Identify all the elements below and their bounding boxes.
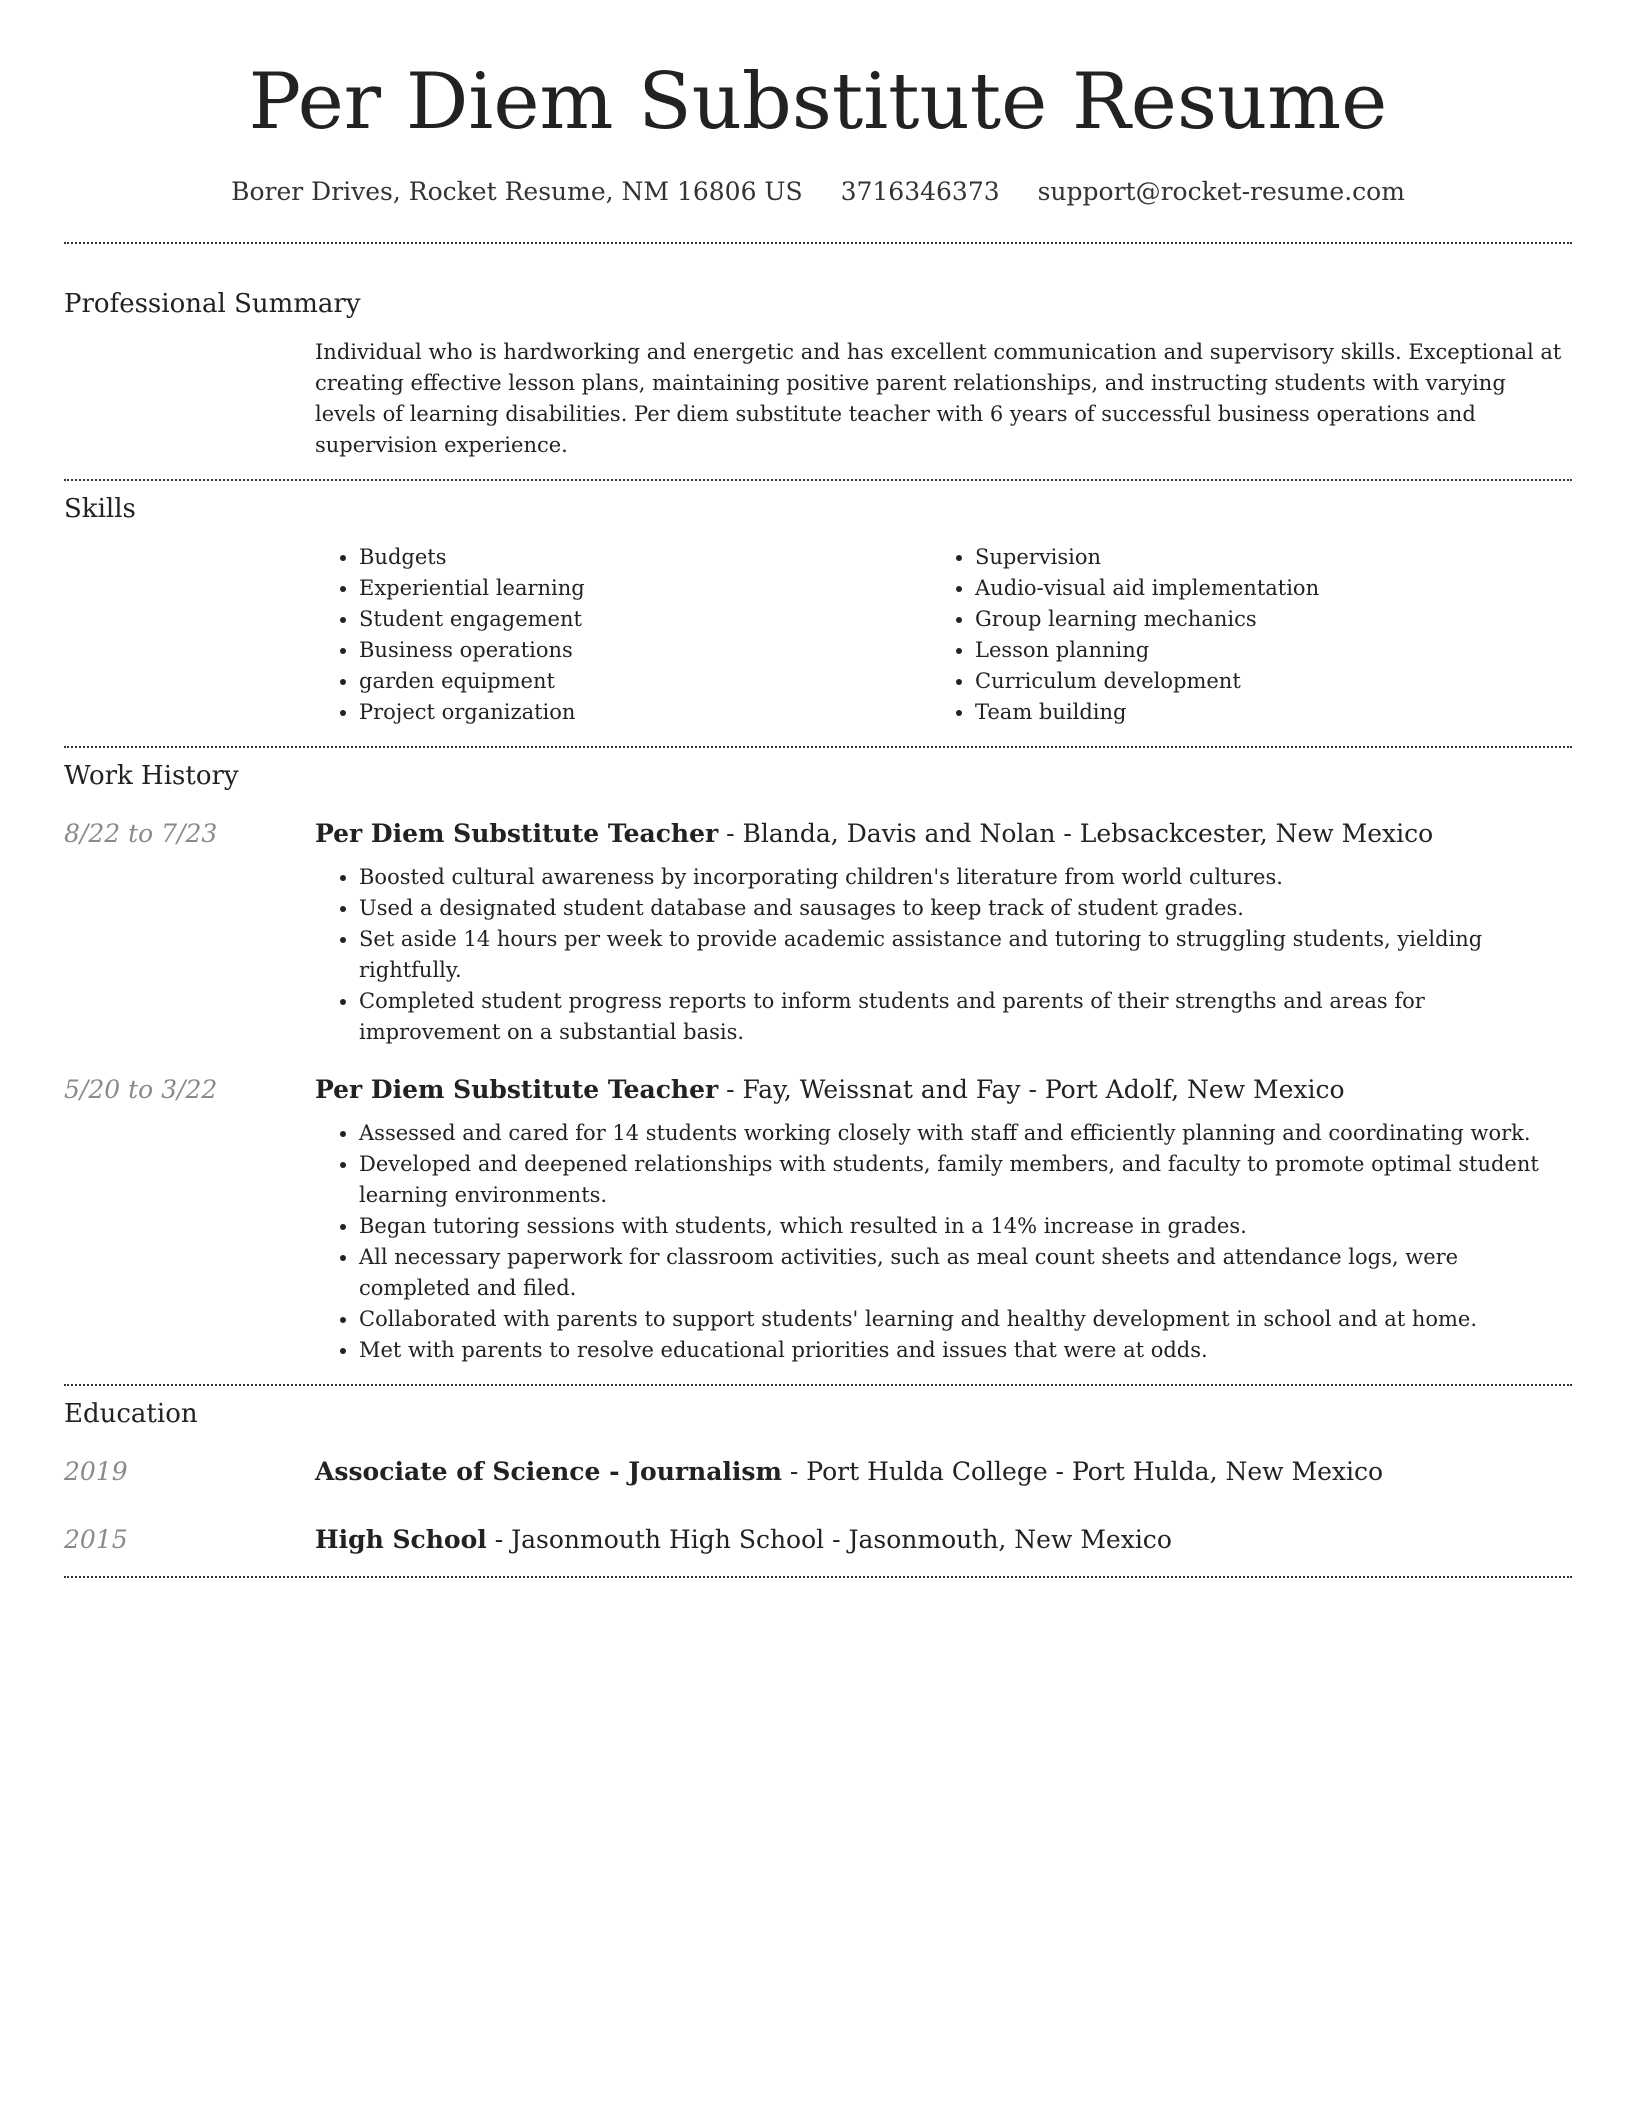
job-details: - Fay, Weissnat and Fay - Port Adolf, New Mexico — [718, 1075, 1345, 1104]
summary-section — [64, 244, 1572, 461]
contact-phone: 3716346373 — [840, 177, 1000, 206]
contact-info — [64, 172, 1572, 212]
skill-item: • Experiential learning — [359, 573, 931, 604]
education-degree: Associate of Science - Journalism — [315, 1457, 782, 1486]
skills-section — [64, 481, 1572, 728]
skill-item: • Audio-visual aid implementation — [975, 573, 1547, 604]
summary-heading: Professional Summary — [64, 289, 361, 319]
job-bullets — [315, 1118, 1572, 1366]
work-heading: Work History — [64, 761, 239, 791]
job-bullet: • Began tutoring sessions with students, which resulted in a 14% increase in grades. — [359, 1211, 1572, 1242]
education-year: 2019 — [64, 1457, 128, 1486]
job-role: Per Diem Substitute Teacher — [315, 1075, 719, 1104]
education-heading: Education — [64, 1399, 198, 1429]
skill-item: • Business operations — [359, 635, 931, 666]
job-bullet: • Set aside 14 hours per week to provide academic assistance and tutoring to struggling students, yielding rightfully. — [359, 924, 1572, 986]
education-divider — [64, 1576, 1572, 1578]
work-section — [64, 748, 1572, 1366]
job-title — [315, 1070, 1572, 1110]
education-year: 2015 — [64, 1525, 128, 1554]
skill-item: • Budgets — [359, 542, 931, 573]
skill-item: • Curriculum development — [975, 666, 1547, 697]
skills-list-left — [315, 542, 931, 728]
skill-item: • Team building — [975, 697, 1547, 728]
education-degree: High School — [315, 1525, 487, 1554]
education-details: - Port Hulda College - Port Hulda, New Mexico — [781, 1457, 1384, 1486]
skill-item: • Group learning mechanics — [975, 604, 1547, 635]
job-details: - Blanda, Davis and Nolan - Lebsackcester, New Mexico — [718, 819, 1434, 848]
skill-item: • garden equipment — [359, 666, 931, 697]
resume-page — [64, 0, 1572, 1578]
job-title — [315, 814, 1572, 854]
skill-item: • Lesson planning — [975, 635, 1547, 666]
summary-text: Individual who is hardworking and energetic and has excellent communication and supervisory skills. Exceptional at creating effective lesson plans, maintaining positive parent relationships, and instructing students with varying levels of learning disabilities. Per diem substitute teacher with 6 years of successful business operations and supervision experience. — [315, 340, 1562, 457]
contact-email: support@rocket-resume.com — [1037, 177, 1405, 206]
skills-heading: Skills — [64, 494, 136, 524]
job-role: Per Diem Substitute Teacher — [315, 819, 719, 848]
job-dates: 5/20 to 3/22 — [64, 1075, 218, 1104]
job-entry — [64, 1070, 1572, 1366]
job-bullet: • Used a designated student database and sausages to keep track of student grades. — [359, 893, 1572, 924]
education-section — [64, 1386, 1572, 1560]
skill-item: • Project organization — [359, 697, 931, 728]
education-title — [315, 1452, 1572, 1492]
education-details: - Jasonmouth High School - Jasonmouth, New Mexico — [486, 1525, 1172, 1554]
job-dates: 8/22 to 7/23 — [64, 819, 218, 848]
job-bullet: • Developed and deepened relationships with students, family members, and faculty to promote optimal student learning environments. — [359, 1149, 1572, 1211]
education-entry — [64, 1520, 1572, 1560]
education-title — [315, 1520, 1572, 1560]
job-bullet: • All necessary paperwork for classroom activities, such as meal count sheets and attendance logs, were completed and filed. — [359, 1242, 1572, 1304]
job-entry — [64, 814, 1572, 1048]
skills-list-right — [931, 542, 1547, 728]
job-bullets — [315, 862, 1572, 1048]
job-bullet: • Boosted cultural awareness by incorporating children's literature from world cultures. — [359, 862, 1572, 893]
skill-item: • Student engagement — [359, 604, 931, 635]
resume-title: Per Diem Substitute Resume — [248, 57, 1388, 147]
job-bullet: • Assessed and cared for 14 students working closely with staff and efficiently planning and coordinating work. — [359, 1118, 1572, 1149]
job-bullet: • Collaborated with parents to support students' learning and healthy development in school and at home. — [359, 1304, 1572, 1335]
skill-item: • Supervision — [975, 542, 1547, 573]
job-bullet: • Met with parents to resolve educational priorities and issues that were at odds. — [359, 1335, 1572, 1366]
contact-address: Borer Drives, Rocket Resume, NM 16806 US — [231, 177, 803, 206]
job-bullet: • Completed student progress reports to inform students and parents of their strengths and areas for improvement on a substantial basis. — [359, 986, 1572, 1048]
education-entry — [64, 1452, 1572, 1492]
